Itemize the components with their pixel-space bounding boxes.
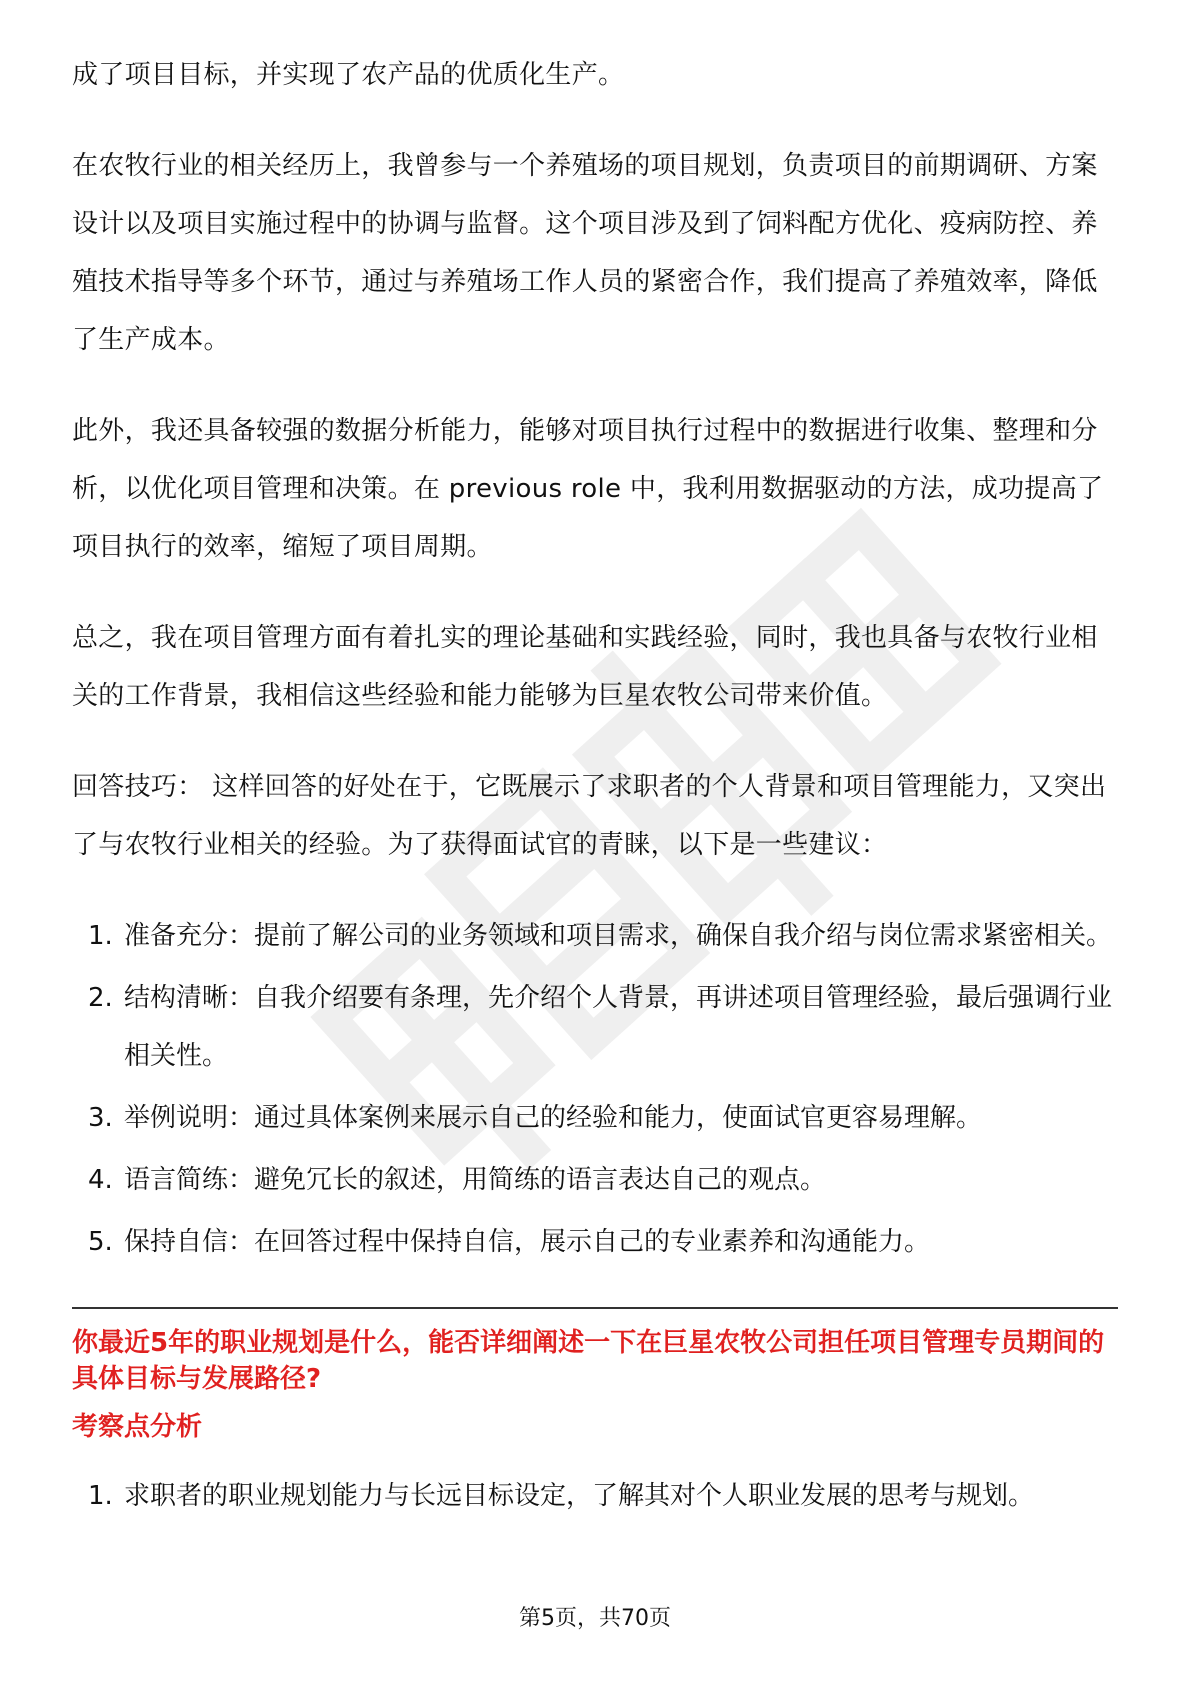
list-item-text: 求职者的职业规划能力与长远目标设定，了解其对个人职业发展的思考与规划。 [124, 1481, 1035, 1511]
list-item-text: 准备充分：提前了解公司的业务领域和项目需求，确保自我介绍与岗位需求紧密相关。 [124, 921, 1113, 951]
page-footer: 第5页，共70页 [519, 1606, 671, 1631]
list-item-text: 语言简练：避免冗长的叙述，用简练的语言表达自己的观点。 [124, 1165, 827, 1195]
document-page [72, 46, 1118, 1529]
list-number: 3. [88, 1103, 113, 1133]
list-item-text: 举例说明：通过具体案例来展示自己的经验和能力，使面试官更容易理解。 [124, 1103, 983, 1133]
paragraph-3: 此外，我还具备较强的数据分析能力，能够对项目执行过程中的数据进行收集、整理和分析，以优化项目管理和决策。在 previous role 中，我利用数据驱动的方法，成功提高了项目执行的效率，缩短了项目周期。 [72, 416, 1104, 562]
list-item [72, 1151, 1118, 1209]
analysis-list [72, 1467, 1118, 1525]
list-item [72, 1089, 1118, 1147]
list-item [72, 907, 1118, 965]
list-item [72, 1467, 1118, 1525]
interview-question: 你最近5年的职业规划是什么，能否详细阐述一下在巨星农牧公司担任项目管理专员期间的具体目标与发展路径? [72, 1328, 1105, 1394]
list-item-text: 保持自信：在回答过程中保持自信，展示自己的专业素养和沟通能力。 [124, 1227, 931, 1257]
list-item [72, 1213, 1118, 1271]
list-number: 2. [88, 983, 113, 1013]
paragraph-1: 成了项目目标，并实现了农产品的优质化生产。 [72, 60, 625, 90]
answer-tips-intro: 回答技巧： 这样回答的好处在于，它既展示了求职者的个人背景和项目管理能力，又突出了与农牧行业相关的经验。为了获得面试官的青睐，以下是一些建议： [72, 772, 1107, 860]
list-number: 1. [88, 921, 113, 951]
paragraph-4: 总之，我在项目管理方面有着扎实的理论基础和实践经验，同时，我也具备与农牧行业相关的工作背景，我相信这些经验和能力能够为巨星农牧公司带来价值。 [72, 623, 1098, 711]
list-item [72, 969, 1118, 1085]
list-number: 5. [88, 1227, 113, 1257]
paragraph-2: 在农牧行业的相关经历上，我曾参与一个养殖场的项目规划，负责项目的前期调研、方案设计以及项目实施过程中的协调与监督。这个项目涉及到了饲料配方优化、疫病防控、养殖技术指导等多个环节，通过与养殖场工作人员的紧密合作，我们提高了养殖效率，降低了生产成本。 [72, 151, 1098, 355]
tips-list [72, 907, 1118, 1271]
list-number: 4. [88, 1165, 113, 1195]
list-item-text: 结构清晰：自我介绍要有条理，先介绍个人背景，再讲述项目管理经验，最后强调行业相关性。 [124, 983, 1113, 1071]
analysis-heading: 考察点分析 [72, 1412, 203, 1442]
section-divider [72, 1307, 1118, 1309]
list-number: 1. [88, 1481, 113, 1511]
